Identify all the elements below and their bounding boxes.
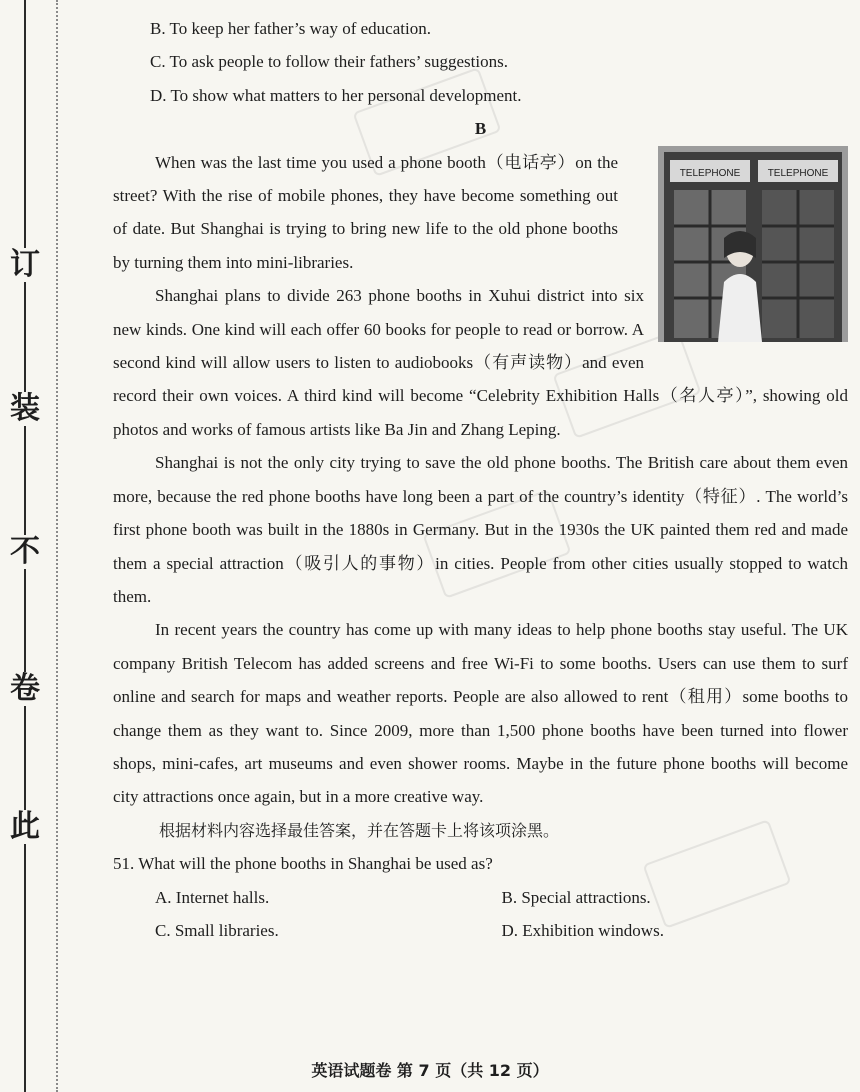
- choice-b[interactable]: B. Special attractions.: [501, 887, 651, 907]
- choice-a[interactable]: A. Internet halls.: [155, 887, 270, 907]
- page-content: [113, 12, 848, 947]
- margin-char-ci: 此: [10, 809, 40, 844]
- instruction-text: 根据材料内容选择最佳答案，并在答题卡上将该项涂黑。: [159, 820, 560, 840]
- margin-char-juan: 卷: [10, 671, 40, 706]
- fold-line: [56, 0, 58, 1092]
- prev-option-c: C. To ask people to follow their fathers’ suggestions.: [150, 52, 508, 72]
- paragraph-2: Shanghai plans to divide 263 phone booths in Xuhui district into six new kinds. One kind will each offer 60 books for people to read or borrow. A second kind will allow users to listen to audiobooks（有声读物）and even record their own voices. A third kind will become “Celebrity Exhibition Halls（名人亭）”, showing old photos and works of famous artists like Ba Jin and Zhang Leping.: [113, 286, 848, 439]
- margin-char-ding: 订: [10, 247, 40, 282]
- phone-booth-illustration: [658, 146, 848, 342]
- booth-sign-right: TELEPHONE: [767, 167, 829, 179]
- paragraph-4: In recent years the country has come up with many ideas to help phone booths stay useful. The UK company British Telecom has added screens and free Wi-Fi to some booths. Users can use them to surf online and search for maps and weather reports. People are also allowed to rent（租用）some booths to change them as they want to. Since 2009, more than 1,500 phone booths have been turned into flower shops, mini-cafes, art museums and even shower rooms. Maybe in the future phone booths will become city attractions once again, but in a more creative way.: [113, 620, 848, 807]
- question-51: 51. What will the phone booths in Shanghai be used as?: [113, 854, 493, 874]
- booth-sign-left: TELEPHONE: [679, 167, 741, 179]
- prev-option-b: B. To keep her father’s way of education.: [150, 19, 431, 38]
- binding-margin: [0, 0, 62, 1092]
- margin-char-bu: 不: [10, 534, 40, 569]
- prev-option-d: D. To show what matters to her personal development.: [150, 85, 522, 105]
- paragraph-1: When was the last time you used a phone booth（电话亭）on the street? With the rise of mobile phones, they have become something out of date. But Shanghai is trying to bring new life to the old phone booths by turning them into mini-libraries.: [113, 152, 618, 272]
- choices-row-2: [113, 914, 848, 947]
- choices-row-1: [113, 881, 848, 914]
- section-label: B: [474, 119, 487, 139]
- page-footer: 英语试题卷 第 7 页（共 12 页）: [311, 1061, 549, 1080]
- phone-booth-photo: [658, 146, 848, 342]
- margin-char-zhuang: 装: [10, 391, 40, 426]
- choice-c[interactable]: C. Small libraries.: [155, 920, 279, 940]
- choice-d[interactable]: D. Exhibition windows.: [501, 920, 664, 940]
- paragraph-3: Shanghai is not the only city trying to save the old phone booths. The British care about them even more, because the red phone booths have long been a part of the country’s identity（特征）. The world’s first phone booth was built in the 1880s in Germany. But in the 1930s the UK painted them red and made them a special attraction（吸引人的事物）in cities. People from other cities usually stopped to watch them.: [113, 453, 848, 606]
